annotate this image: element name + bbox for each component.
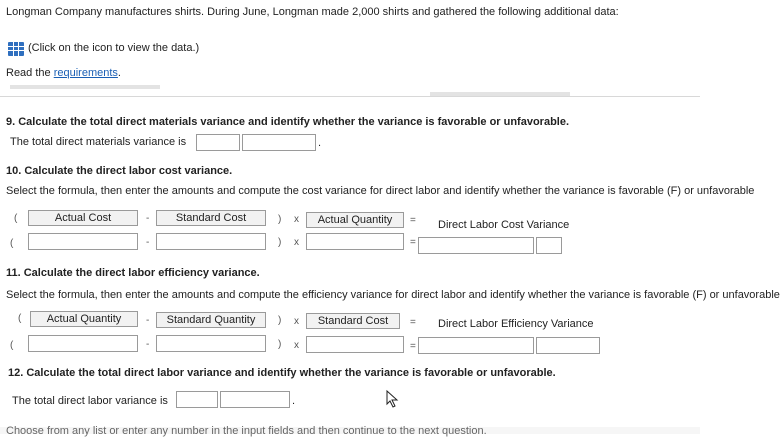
q11-close-paren: ) xyxy=(278,315,282,326)
q10-close-paren-row2: ) xyxy=(278,237,282,248)
divider-bar xyxy=(10,85,160,89)
read-requirements-line xyxy=(6,67,121,79)
q11-minus-row2: - xyxy=(146,339,150,350)
q11-close-paren-row2: ) xyxy=(278,339,282,350)
q11-equals-row2: = xyxy=(410,341,416,352)
mouse-cursor-icon xyxy=(386,390,400,408)
q10-standard-cost-header[interactable]: Standard Cost xyxy=(156,210,266,226)
problem-statement: Longman Company manufactures shirts. During June, Longman made 2,000 shirts and gathered the following additional data: xyxy=(6,6,619,18)
q9-fav-unfav-select[interactable] xyxy=(242,134,316,151)
requirements-link[interactable]: requirements xyxy=(53,67,118,79)
q10-open-paren: ( xyxy=(14,213,18,224)
footer-hint-clipped xyxy=(0,425,700,437)
q12-amount-input[interactable] xyxy=(176,391,218,408)
q11-standard-quantity-input[interactable] xyxy=(156,335,266,352)
q10-actual-cost-header[interactable]: Actual Cost xyxy=(28,210,138,226)
q10-open-paren-row2: ( xyxy=(10,238,14,249)
q10-minus: - xyxy=(146,213,150,224)
q9-title: 9. Calculate the total direct materials variance and identify whether the variance is favorable or unfavorable. xyxy=(6,116,570,128)
q11-result-label: Direct Labor Efficiency Variance xyxy=(438,318,594,330)
q10-result-label: Direct Labor Cost Variance xyxy=(438,219,570,231)
read-prefix: Read the xyxy=(6,67,54,79)
q11-fav-unfav-select[interactable] xyxy=(536,337,600,354)
q10-actual-quantity-header[interactable]: Actual Quantity xyxy=(306,212,404,228)
q11-open-paren: ( xyxy=(18,313,22,324)
q11-title: 11. Calculate the direct labor efficiency variance. xyxy=(6,267,260,279)
q11-open-paren-row2: ( xyxy=(10,340,14,351)
q11-times: x xyxy=(294,316,299,327)
q9-prompt: The total direct materials variance is xyxy=(10,136,187,148)
q10-equals-row2: = xyxy=(410,237,416,248)
q11-standard-quantity-header[interactable]: Standard Quantity xyxy=(156,312,266,328)
q12-period: . xyxy=(292,395,296,407)
q10-actual-cost-input[interactable] xyxy=(28,233,138,250)
q10-fav-unfav-select[interactable] xyxy=(536,237,562,254)
q10-close-paren: ) xyxy=(278,214,282,225)
q11-minus: - xyxy=(146,315,150,326)
q10-standard-cost-input[interactable] xyxy=(156,233,266,250)
q10-times: x xyxy=(294,214,299,225)
q11-actual-quantity-input[interactable] xyxy=(28,335,138,352)
q9-amount-input[interactable] xyxy=(196,134,240,151)
read-suffix: . xyxy=(117,67,121,79)
q11-variance-amount-input[interactable] xyxy=(418,337,534,354)
q10-times-row2: x xyxy=(294,237,299,248)
q10-actual-quantity-input[interactable] xyxy=(306,233,404,250)
q10-title: 10. Calculate the direct labor cost variance. xyxy=(6,165,233,177)
q11-standard-cost-header[interactable]: Standard Cost xyxy=(306,313,400,329)
q11-instruction: Select the formula, then enter the amounts and compute the efficiency variance for direct labor and identify whether the variance is favorable (F) or unfavorable xyxy=(6,289,780,301)
section-divider xyxy=(0,96,700,97)
data-table-icon[interactable] xyxy=(8,42,24,56)
q9-period: . xyxy=(318,137,322,149)
q11-standard-cost-input[interactable] xyxy=(306,336,404,353)
q11-actual-quantity-header[interactable]: Actual Quantity xyxy=(30,311,138,327)
q11-times-row2: x xyxy=(294,340,299,351)
q12-fav-unfav-select[interactable] xyxy=(220,391,290,408)
q11-equals: = xyxy=(410,317,416,328)
q10-equals: = xyxy=(410,215,416,226)
q10-variance-amount-input[interactable] xyxy=(418,237,534,254)
q10-minus-row2: - xyxy=(146,237,150,248)
view-data-link[interactable]: (Click on the icon to view the data.) xyxy=(28,42,200,54)
q12-title: 12. Calculate the total direct labor variance and identify whether the variance is favorable or unfavorable. xyxy=(8,367,556,379)
footer-hint-text: Choose from any list or enter any number in the input fields and then continue to the next question. xyxy=(6,425,487,437)
q12-prompt: The total direct labor variance is xyxy=(12,395,168,407)
q10-instruction: Select the formula, then enter the amounts and compute the cost variance for direct labor and identify whether the variance is favorable (F) or unfavorable xyxy=(6,185,755,197)
